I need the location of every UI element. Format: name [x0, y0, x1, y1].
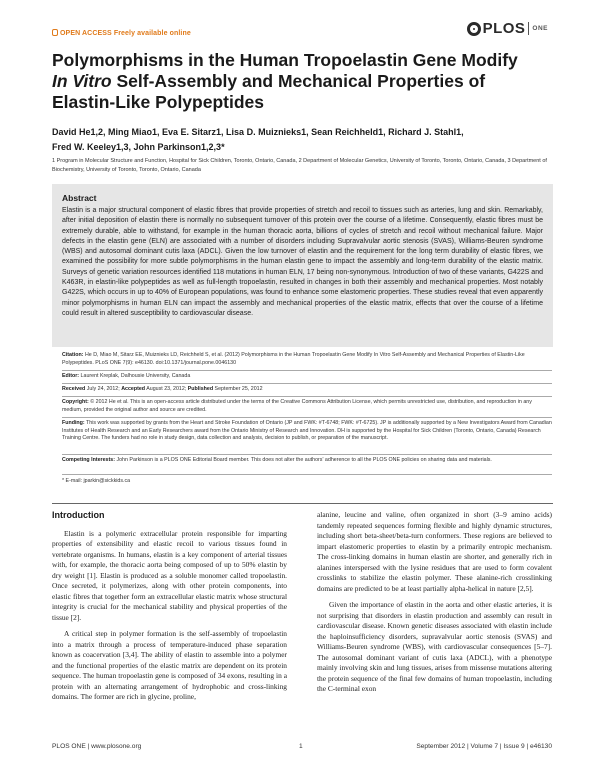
- competing-interests: [62, 457, 552, 465]
- section-divider: [52, 503, 553, 504]
- accepted-label: Accepted: [121, 386, 146, 392]
- citation-text: He D, Miao M, Sitarz EE, Muiznieks LD, Reichheld S, et al. (2012) Polymorphisms in the Human Tropoelastin Gene Modify In Vitro Self-Assembly and Mechanical Properties of Elastin-Like Polypeptides. PLoS ONE 7(9): e46130. doi:10.1371/journal.pone.0046130: [62, 352, 525, 366]
- plos-logo-icon: [467, 22, 481, 36]
- dates: [62, 386, 552, 394]
- corresponding-email: * E-mail: jparkin@sickkids.ca: [62, 478, 131, 484]
- editor-text: Laurent Kreplak, Dalhousie University, Canada: [79, 373, 191, 379]
- page-footer: [52, 743, 552, 755]
- citation: [62, 352, 552, 367]
- funding-label: Funding:: [62, 420, 85, 426]
- footer-issue: September 2012 | Volume 7 | Issue 9 | e46130: [416, 743, 552, 750]
- published-label: Published: [187, 386, 214, 392]
- competing-text: John Parkinson is a PLOS ONE Editorial Board member. This does not alter the authors' adherence to all the PLOS ONE policies on sharing data and materials.: [114, 457, 492, 463]
- abstract-box: [52, 184, 553, 347]
- open-access-banner: [52, 29, 191, 37]
- abstract-heading: Abstract: [62, 193, 97, 203]
- funding: [62, 420, 552, 443]
- divider: [62, 474, 552, 475]
- article-title: [52, 50, 532, 113]
- intro-paragraph: A critical step in polymer formation is the self-assembly of tropoelastin into a matrix through a process of temperature-induced phase separation known as coacervation [3,4]. The ability of elastin to assemble into a polymer and the functional properties of the elastic matrix are dependent on its protein sequence. The human tropoelastin gene is composed of 34 exons, resulting in a protein with an alternating arrangement of hydrophobic and cross-linking domains. The former are rich in glycine, proline,: [52, 629, 287, 701]
- copyright-label: Copyright:: [62, 399, 89, 405]
- open-access-label: OPEN ACCESS Freely available online: [60, 30, 191, 37]
- divider: [62, 454, 552, 455]
- author-list: [52, 125, 552, 155]
- page-number: 1: [299, 743, 303, 750]
- received-date: July 24, 2012;: [85, 386, 122, 392]
- editor: [62, 373, 552, 381]
- funding-text: This work was supported by grants from the Heart and Stroke Foundation of Ontario (JP and FWK: #T-6748; FWK: #T-6725). JP is additionally supported by a New Investigators Award from Canadian Institutes of Health Research and an Early Researchers award from the Ontario Ministry of Research and Innovation. DH is supported by the Hospital for Sick Children (Toronto, Ontario, Canada) Research Training Centre. The funders had no role in study design, data collection and analysis, decision to publish, or preparation of the manuscript.: [62, 420, 552, 441]
- title-line-3: Elastin-Like Polypeptides: [52, 92, 264, 112]
- citation-label: Citation:: [62, 352, 84, 358]
- author-line-1: David He1,2, Ming Miao1, Eva E. Sitarz1, Lisa D. Muiznieks1, Sean Reichheld1, Richard J. Stahl1,: [52, 127, 464, 137]
- accepted-date: August 23, 2012;: [145, 386, 188, 392]
- body-column-right: [317, 510, 552, 701]
- logo-divider: [528, 22, 529, 35]
- title-line-2-rest: Self-Assembly and Mechanical Properties of: [111, 71, 486, 91]
- journal-header: [52, 18, 548, 46]
- footer-journal: PLOS ONE | www.plosone.org: [52, 743, 142, 750]
- author-line-2: Fred W. Keeley1,3, John Parkinson1,2,3*: [52, 142, 225, 152]
- plos-logo-subtext: ONE: [532, 25, 548, 32]
- title-line-2: [52, 71, 532, 92]
- received-label: Received: [62, 386, 86, 392]
- plos-logo-text: PLOS: [482, 20, 526, 37]
- abstract-text: Elastin is a major structural component of elastic fibres that provide properties of stretch and recoil to tissues such as arteries, lung and skin. Remarkably, after initial deposition of elastin there is normally no subsequent turnover of this protein over the course of a lifetime. Consequently, elastic fibres must be extremely durable, able to withstand, for example in the human thoracic aorta, billions of cycles of stretch and recoil without mechanical failure. Major defects in the elastin gene (ELN) are associated with a number of disorders including Supravalvular aortic stenosis (SVAS), Williams-Beuren syndrome (WBS) and autosomal dominant cutis laxa (ADCL). Given the low turnover of elastin and the requirement for the long term durability of elastic fibres, we examined the possibility for more subtle polymorphisms in the human elastin gene to impact the assembly and long-term durability of the elastic matrix. Surveys of genetic variation resources identified 118 mutations in human ELN, 17 being non-synonymous. Introduction of two of these variants, G422S and K463R, in elastin-like polypeptides as well as full-length tropoelastin, resulted in changes in both their assembly and mechanical properties. Most notably G422S, which occurs in up to 40% of European populations, was found to enhance some elastomeric properties. These studies reveal that even apparently minor polymorphisms in human ELN can impact the assembly and mechanical properties of the elastic matrix, effects that over the course of a lifetime could result in altered susceptibility to cardiovascular disease.: [62, 207, 543, 317]
- affiliations: 1 Program in Molecular Structure and Function, Hospital for Sick Children, Toronto, Ontario, Canada, 2 Department of Molecular Genetics, University of Toronto, Toronto, Ontario, Canada, 3 Department of Biochemistry, University of Toronto, Toronto, Ontario, Canada: [52, 158, 547, 173]
- published-date: September 25, 2012: [213, 386, 263, 392]
- divider: [62, 396, 552, 397]
- title-line-1: Polymorphisms in the Human Tropoelastin Gene Modify: [52, 50, 518, 70]
- editor-label: Editor:: [62, 373, 80, 379]
- copyright: [62, 399, 552, 414]
- competing-label: Competing Interests:: [62, 457, 115, 463]
- plos-one-logo: [467, 20, 548, 37]
- divider: [62, 370, 552, 371]
- introduction-heading: Introduction: [52, 510, 105, 520]
- intro-paragraph: alanine, leucine and valine, often organized in short (3–9 amino acids) tandemly repeated sequences forming flexible and highly dynamic structures, including short beta-sheet/beta-turn conformers. These regions are believed to impart elastomeric properties to elastin by a primarily entropic mechanism. The cross-linking domains in human elastin are shorter, and generally rich in alanines interspersed with the lysine residues that are used to form covalent crosslinks to stabilize the elastin polymer. These alanine-rich crosslinking domains are predicted to be at least partially alpha-helical in nature [2,5].: [317, 510, 552, 593]
- divider: [62, 417, 552, 418]
- divider: [62, 383, 552, 384]
- intro-paragraph: Given the importance of elastin in the aorta and other elastic arteries, it is not surprising that disorders in elastin production and assembly can result in cardiovascular disease. Known genetic diseases associated with elastin include the haploinsufficiency disorders, supravalvular aortic stenosis (SVAS) and Williams-Beuren syndrome (WBS), with cardiovascular consequences [5–7]. The autosomal dominant variant of cutis laxa (ADCL), with a phenotype mainly involving skin and lung tissues, arises from missense mutations altering the protein sequence of the final few domains of human tropoelastin, including the C-terminal exon: [317, 600, 552, 693]
- body-column-left: [52, 510, 287, 709]
- open-access-lock-icon: [52, 29, 58, 36]
- title-in-vitro: In Vitro: [52, 71, 112, 91]
- intro-paragraph: Elastin is a polymeric extracellular protein responsible for imparting properties of extensibility and elastic recoil to various tissues found in vertebrate organisms. In humans, elastin is a key component of arterial tissues with, for example, the thoracic aorta being composed of up to 50% elastin by dry weight [1]. Elastin is produced as a soluble monomer called tropoelastin. Once secreted, it polymerizes, along with other protein components, into elastic fibres that together form an extracellular elastic matrix whose structural integrity is crucial for the mechanical stability and physical properties of the tissue [2].: [52, 528, 287, 622]
- copyright-text: © 2012 He et al. This is an open-access article distributed under the terms of the Creative Commons Attribution License, which permits unrestricted use, distribution, and reproduction in any medium, provided the original author and source are credited.: [62, 399, 532, 413]
